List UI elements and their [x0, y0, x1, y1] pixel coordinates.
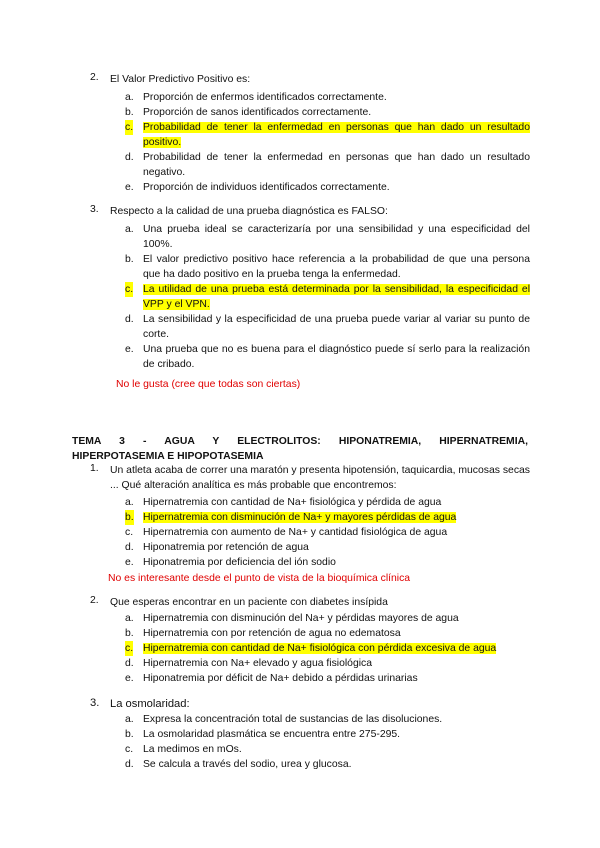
question-text: Que esperas encontrar en un paciente con diabetes insípida [110, 597, 388, 608]
question-text: La osmolaridad: [110, 698, 190, 710]
option-e [125, 671, 530, 686]
teacher-note: No es interesante desde el punto de vista de la bioquímica clínica [108, 573, 411, 584]
option-d [125, 540, 530, 555]
option-letter: e. [125, 557, 134, 568]
question-text: El Valor Predictivo Positivo es: [110, 74, 251, 85]
option-letter: c. [125, 744, 134, 755]
option-text: Probabilidad de tener la enfermedad en personas que han dado un resultado positivo. [143, 122, 530, 148]
option-e [125, 555, 530, 570]
option-letter: b. [125, 107, 134, 118]
option-text: Hipernatremia con aumento de Na+ y cantidad fisiológica de agua [143, 527, 448, 538]
option-letter: e. [125, 673, 134, 684]
option-text: La utilidad de una prueba está determinada por la sensibilidad, la especificidad el VPP y el VPN. [143, 284, 530, 310]
option-text: Una prueba que no es buena para el diagnóstico puede sí serlo para la realización de cribado. [143, 344, 530, 370]
question-number: 3. [90, 697, 100, 709]
option-c [125, 525, 530, 540]
option-e [125, 180, 530, 195]
option-a [125, 712, 530, 727]
option-d [125, 150, 530, 180]
option-letter: d. [125, 759, 134, 770]
option-d [125, 656, 530, 671]
option-letter: e. [125, 182, 134, 193]
option-letter: d. [125, 152, 134, 163]
option-text: La medimos en mOs. [143, 744, 242, 755]
question-2-vpp [90, 72, 530, 195]
option-letter: a. [125, 497, 134, 508]
option-text: Proporción de individuos identificados correctamente. [143, 182, 390, 193]
teacher-note: No le gusta (cree que todas son ciertas) [116, 379, 301, 390]
option-c [125, 742, 530, 757]
option-letter: c. [125, 284, 134, 295]
option-text: Expresa la concentración total de sustancias de las disoluciones. [143, 714, 443, 725]
topic-question-3 [90, 697, 530, 772]
topic-question-2 [90, 595, 530, 686]
option-b [125, 105, 530, 120]
option-letter: b. [125, 628, 134, 639]
option-text: Hipernatremia con cantidad de Na+ fisiológica y pérdida de agua [143, 497, 442, 508]
option-b [125, 626, 530, 641]
option-text: Se calcula a través del sodio, urea y glucosa. [143, 759, 352, 770]
options-list [125, 712, 530, 772]
option-text: Hipernatremia con Na+ elevado y agua fisiológica [143, 658, 373, 669]
option-text: Hiponatremia por déficit de Na+ debido a pérdidas urinarias [143, 673, 418, 684]
options-list [125, 90, 530, 195]
option-a [125, 611, 530, 626]
option-text: Hipernatremia con por retención de agua no edematosa [143, 628, 401, 639]
option-c-highlighted [125, 282, 530, 312]
option-text: Hiponatremia por deficiencia del ión sodio [143, 557, 336, 568]
topic-heading-line1: TEMA 3 - AGUA Y ELECTROLITOS: HIPONATREMIA, HIPERNATREMIA, [72, 436, 528, 447]
question-text: Respecto a la calidad de una prueba diagnóstica es FALSO: [110, 206, 388, 217]
option-letter: d. [125, 658, 134, 669]
option-c-highlighted [125, 120, 530, 150]
option-letter: c. [125, 122, 134, 133]
option-e [125, 342, 530, 372]
option-text: Proporción de enfermos identificados correctamente. [143, 92, 387, 103]
option-d [125, 312, 530, 342]
option-text: La sensibilidad y la especificidad de una prueba puede variar al variar su punto de corte. [143, 314, 530, 340]
option-letter: b. [125, 512, 134, 523]
topic-question-1 [90, 463, 530, 586]
option-letter: b. [125, 729, 134, 740]
option-text: Hipernatremia con disminución del Na+ y pérdidas mayores de agua [143, 613, 459, 624]
option-a [125, 90, 530, 105]
options-list [125, 222, 530, 372]
option-letter: d. [125, 314, 134, 325]
option-a [125, 495, 530, 510]
question-number: 2. [90, 595, 99, 606]
question-number: 3. [90, 204, 99, 215]
options-list [125, 495, 530, 570]
question-3-calidad [90, 204, 530, 372]
option-b [125, 252, 530, 282]
question-text: Un atleta acaba de correr una maratón y presenta hipotensión, taquicardia, mucosas secas ... Qué alteración analítica es más probable que encontremos: [110, 465, 530, 491]
option-c-highlighted [125, 641, 530, 656]
option-letter: a. [125, 92, 134, 103]
option-letter: e. [125, 344, 134, 355]
option-letter: a. [125, 224, 134, 235]
option-text: La osmolaridad plasmática se encuentra entre 275-295. [143, 729, 401, 740]
option-text: Proporción de sanos identificados correctamente. [143, 107, 372, 118]
option-letter: c. [125, 527, 134, 538]
option-text: Hipernatremia con disminución de Na+ y mayores pérdidas de agua [143, 512, 457, 523]
options-list [125, 611, 530, 686]
option-text: El valor predictivo positivo hace referencia a la probabilidad de que una persona que ha dado positivo en la prueba tenga la enfermedad. [143, 254, 530, 280]
option-b [125, 727, 530, 742]
option-letter: b. [125, 254, 134, 265]
option-letter: d. [125, 542, 134, 553]
option-a [125, 222, 530, 252]
option-b-highlighted [125, 510, 530, 525]
option-letter: c. [125, 643, 134, 654]
option-letter: a. [125, 714, 134, 725]
option-text: Probabilidad de tener la enfermedad en personas que han dado un resultado negativo. [143, 152, 530, 178]
option-text: Hiponatremia por retención de agua [143, 542, 309, 553]
option-d [125, 757, 530, 772]
question-number: 1. [90, 463, 99, 474]
option-letter: a. [125, 613, 134, 624]
topic-heading [72, 434, 528, 464]
topic-heading-line2: HIPERPOTASEMIA E HIPOPOTASEMIA [72, 451, 264, 462]
option-text: Hipernatremia con cantidad de Na+ fisiológica con pérdida excesiva de agua [143, 643, 497, 654]
option-text: Una prueba ideal se caracterizaría por una sensibilidad y una especificidad del 100%. [143, 224, 530, 250]
question-number: 2. [90, 72, 99, 83]
